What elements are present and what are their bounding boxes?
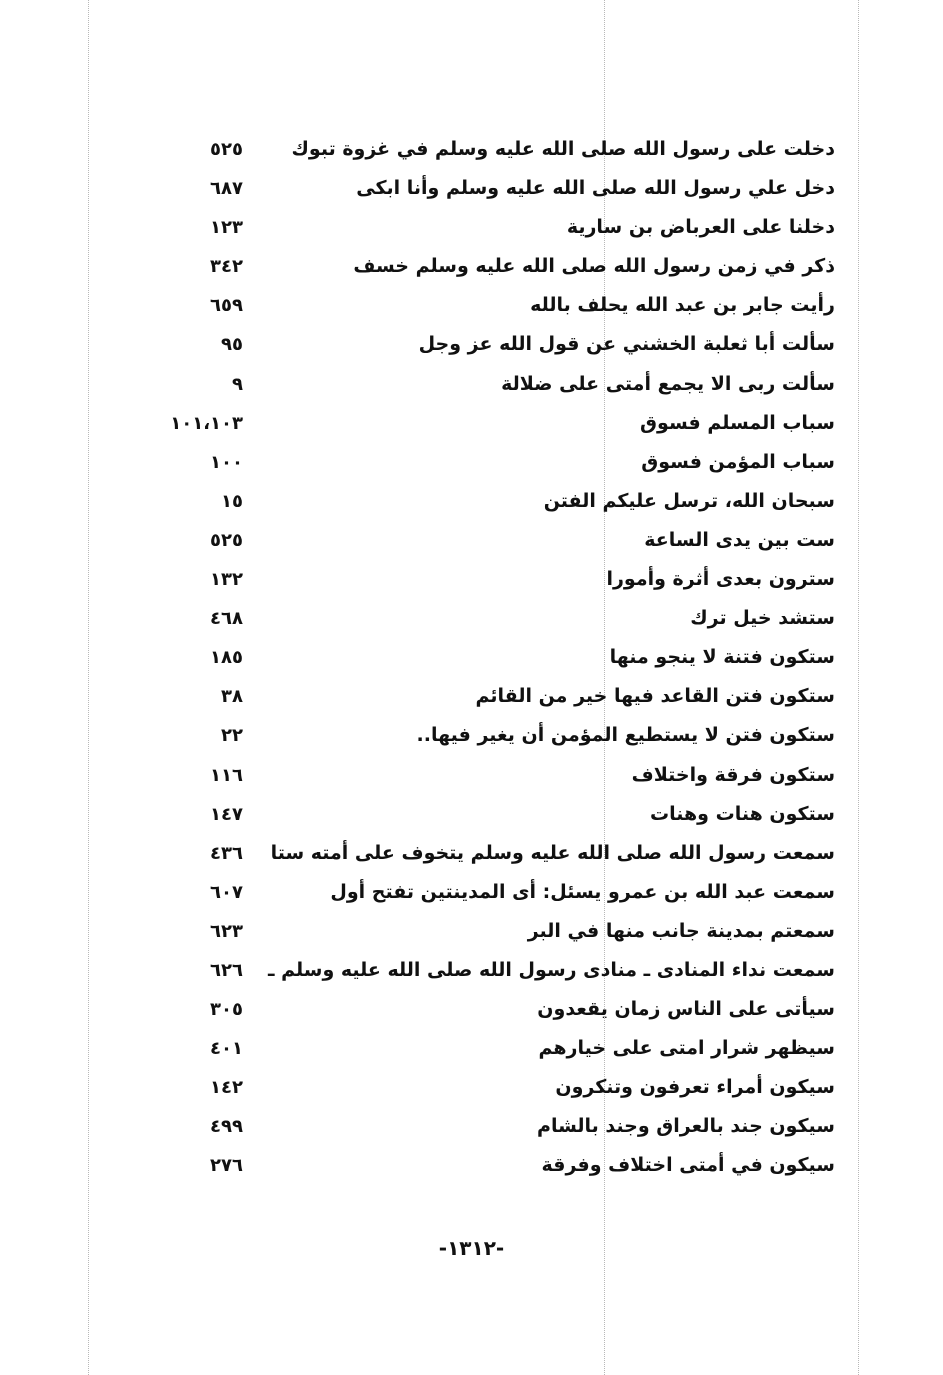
entry-page-number: ٢٢ [221,725,243,747]
entry-text: سبحان الله، ترسل عليكم الفتن [543,489,835,512]
entry-text: سيظهر شرار امتى على خيارهم [538,1037,835,1060]
entry-text: سيأتى على الناس زمان يقعدون [537,998,835,1021]
index-entry [0,757,943,796]
entry-page-number: ٤٣٦ [210,842,243,864]
index-entry [0,444,943,483]
entry-text: سيكون أمراء تعرفون وتنكرون [555,1076,835,1099]
index-entry [0,1030,943,1069]
entry-text: سيكون في أمتى اختلاف وفرقة [541,1154,835,1177]
index-entry [0,796,943,835]
index-entry [0,835,943,874]
entry-text: رأيت جابر بن عبد الله يحلف بالله [530,294,835,317]
index-entry [0,639,943,678]
index-entry [0,209,943,248]
entry-page-number: ١٣٢ [210,569,243,591]
entry-text: سمعت رسول الله صلى الله عليه وسلم يتخوف على أمته ستا [270,841,835,864]
entry-page-number: ٦٢٣ [210,920,243,942]
entry-text: ستكون فرقة واختلاف [631,763,835,786]
entry-page-number: ١٤٢ [210,1077,243,1099]
entry-page-number: ٥٢٥ [210,529,243,551]
entry-page-number: ٩ [232,373,243,395]
entry-page-number: ٥٢٥ [210,139,243,160]
entry-text: ستكون هنات وهنات [650,802,835,825]
entry-page-number: ٦٨٧ [210,178,243,200]
entry-page-number: ١٠١،١٠٣ [170,412,243,434]
entry-text: سمعتم بمدينة جانب منها في البر [527,919,835,942]
index-entry [0,1069,943,1108]
entry-page-number: ٦٢٦ [210,959,243,981]
entry-page-number: ١٤٧ [210,803,243,825]
entry-page-number: ١٥ [221,490,243,512]
entry-page-number: ٣٤٢ [210,256,243,278]
index-entry [0,678,943,717]
index-entry [0,131,943,170]
index-entry [0,991,943,1030]
entry-page-number: ٤٩٩ [210,1116,243,1138]
entry-text: دخلنا على العرباض بن سارية [566,216,835,239]
entry-text: سيكون جند بالعراق وجند بالشام [537,1115,835,1138]
index-entry [0,717,943,756]
entry-text: ست بين يدى الساعة [644,528,835,551]
index-entry [0,952,943,991]
index-entry [0,366,943,405]
entry-text: ستكون فتن لا يستطيع المؤمن أن يغير فيها.. [416,724,835,747]
hadith-index-list [0,131,943,1187]
index-entry [0,405,943,444]
index-entry [0,1147,943,1186]
entry-text: سباب المؤمن فسوق [641,450,835,473]
entry-page-number: ٦٠٧ [210,881,243,903]
index-entry [0,248,943,287]
entry-text: ستكون فتنة لا ينجو منها [609,646,835,669]
entry-page-number: ١٢٣ [210,217,243,239]
entry-text: ستشد خيل ترك [690,607,835,630]
entry-page-number: ١٨٥ [210,647,243,669]
entry-page-number: ١٠٠ [210,451,243,473]
entry-page-number: ٤٠١ [210,1038,243,1060]
index-entry [0,287,943,326]
index-entry [0,170,943,209]
entry-text: ستكون فتن القاعد فيها خير من القائم [475,685,835,708]
entry-text: سمعت عبد الله بن عمرو يسئل: أى المدينتين تفتح أول [330,880,835,903]
entry-text: دخلت على رسول الله صلى الله عليه وسلم في غزوة تبوك [291,138,835,160]
index-entry [0,1108,943,1147]
page-number: -١٣١٢- [438,1236,505,1260]
entry-text: سترون بعدى أثرة وأمورا [606,568,835,591]
index-entry [0,326,943,365]
index-entry [0,874,943,913]
index-entry [0,913,943,952]
entry-text: سباب المسلم فسوق [640,411,835,434]
entry-text: ذكر في زمن رسول الله صلى الله عليه وسلم خسف [353,255,835,278]
entry-text: سمعت نداء المنادى ـ منادى رسول الله صلى الله عليه وسلم ـ [268,958,835,981]
entry-text: سألت ربى الا يجمع أمتى على ضلالة [501,372,835,395]
entry-page-number: ٦٥٩ [210,295,243,317]
index-entry [0,522,943,561]
entry-page-number: ١١٦ [210,764,243,786]
entry-page-number: ٣٠٥ [210,999,243,1021]
entry-page-number: ٩٥ [221,334,243,356]
entry-page-number: ٣٨ [221,686,243,708]
entry-text: سألت أبا ثعلبة الخشني عن قول الله عز وجل [418,333,835,356]
index-entry [0,600,943,639]
entry-page-number: ٢٧٦ [210,1155,243,1177]
index-entry [0,561,943,600]
entry-text: دخل علي رسول الله صلى الله عليه وسلم وأنا ابكى [356,177,835,200]
index-entry [0,483,943,522]
entry-page-number: ٤٦٨ [210,608,243,630]
